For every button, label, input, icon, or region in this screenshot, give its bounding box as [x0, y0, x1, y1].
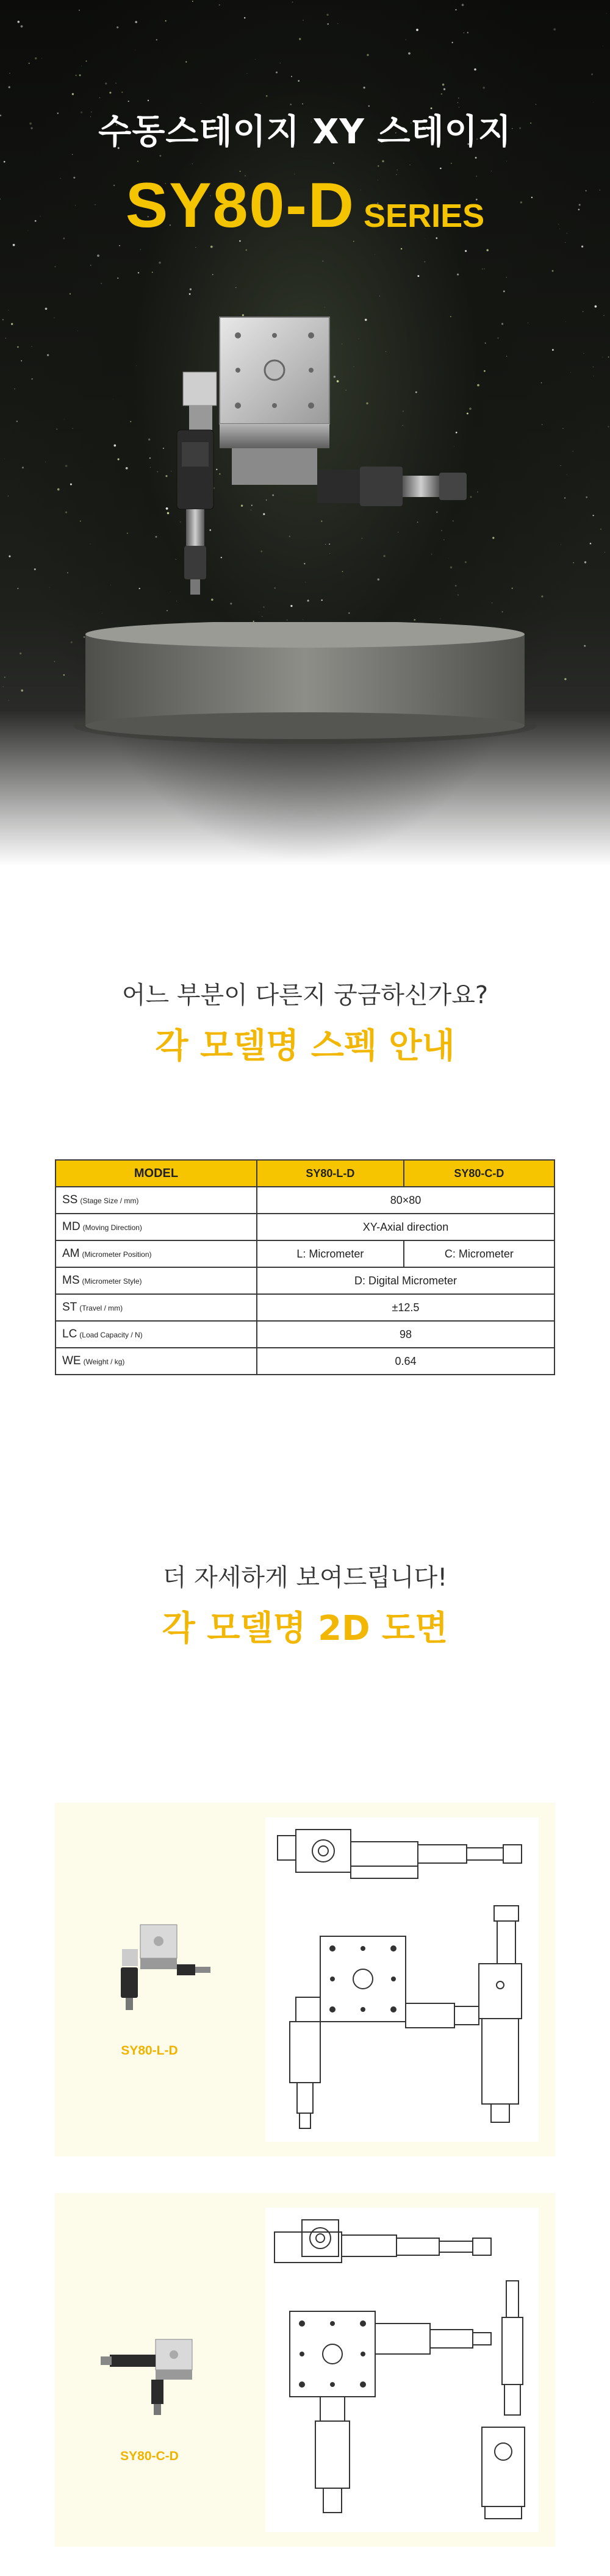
- table-row: [56, 1294, 554, 1321]
- row-value: XY-Axial direction: [257, 1214, 554, 1240]
- row-label: [56, 1348, 257, 1375]
- table-row: [56, 1240, 554, 1267]
- table-row: [56, 1348, 554, 1375]
- row-value: 80×80: [257, 1187, 554, 1214]
- spec-section-heading: [0, 976, 610, 1068]
- row-value-l: L: Micrometer: [257, 1240, 404, 1267]
- row-value: 98: [257, 1321, 554, 1348]
- spec-header-row: [56, 1160, 554, 1187]
- hero-title: [0, 170, 610, 242]
- row-code: LC: [62, 1328, 77, 1340]
- table-row: [56, 1321, 554, 1348]
- drawing-card-sy80-c-d: [55, 2193, 555, 2547]
- hero-title-series: SERIES: [364, 198, 485, 234]
- drawing-question: 더 자세하게 보여드립니다!: [162, 1564, 448, 1592]
- row-code: AM: [62, 1247, 80, 1260]
- 2d-technical-drawing: [265, 2208, 539, 2532]
- spec-question: 어느 부분이 다른지 궁금하신가요?: [121, 981, 489, 1009]
- row-unit: (Stage Size / mm): [80, 1197, 139, 1205]
- row-label: [56, 1267, 257, 1294]
- hero-subtitle: 수동스테이지 XY 스테이지: [98, 112, 512, 152]
- 2d-technical-drawing: [265, 1817, 539, 2142]
- table-row: [56, 1214, 554, 1240]
- row-label: [56, 1214, 257, 1240]
- row-label: [56, 1321, 257, 1348]
- row-value: D: Digital Micrometer: [257, 1267, 554, 1294]
- row-code: WE: [62, 1354, 81, 1367]
- row-code: SS: [62, 1193, 78, 1206]
- row-unit: (Weight / kg): [83, 1358, 125, 1366]
- row-value: ±12.5: [257, 1294, 554, 1321]
- row-unit: (Travel / mm): [79, 1304, 123, 1312]
- row-unit: (Load Capacity / N): [79, 1331, 143, 1339]
- hero-title-model: SY80-D: [125, 170, 356, 241]
- header-model: MODEL: [56, 1160, 257, 1187]
- row-label: [56, 1294, 257, 1321]
- footer-spacer: [0, 2547, 610, 2576]
- row-value-c: C: Micrometer: [404, 1240, 554, 1267]
- spec-title: 각 모델명 스펙 안내: [155, 1026, 455, 1066]
- row-value: 0.64: [257, 1348, 554, 1375]
- drawing-card-sy80-l-d: [55, 1803, 555, 2156]
- model-label: SY80-C-D: [120, 2449, 179, 2463]
- row-label: [56, 1187, 257, 1214]
- product-thumbnail-icon: [98, 2321, 214, 2419]
- table-row: [56, 1187, 554, 1214]
- row-label: [56, 1240, 257, 1267]
- header-sy80-c-d: SY80-C-D: [404, 1160, 554, 1187]
- spec-table-wrapper: [55, 1159, 555, 1375]
- row-code: ST: [62, 1301, 77, 1314]
- hero-banner: [0, 0, 610, 866]
- row-unit: (Micrometer Style): [82, 1277, 142, 1286]
- product-thumbnail-icon: [98, 1916, 214, 2013]
- model-label: SY80-L-D: [121, 2044, 178, 2058]
- xy-stage-product-image: [152, 293, 470, 610]
- row-unit: (Moving Direction): [82, 1223, 142, 1232]
- row-code: MD: [62, 1220, 81, 1233]
- table-row: [56, 1267, 554, 1294]
- spec-table: [55, 1159, 555, 1375]
- header-sy80-l-d: SY80-L-D: [257, 1160, 404, 1187]
- row-code: MS: [62, 1274, 80, 1287]
- drawing-title: 각 모델명 2D 도면: [162, 1609, 448, 1648]
- row-unit: (Micrometer Position): [82, 1250, 152, 1259]
- drawing-section-heading: [0, 1558, 610, 1650]
- display-pedestal: [73, 622, 537, 744]
